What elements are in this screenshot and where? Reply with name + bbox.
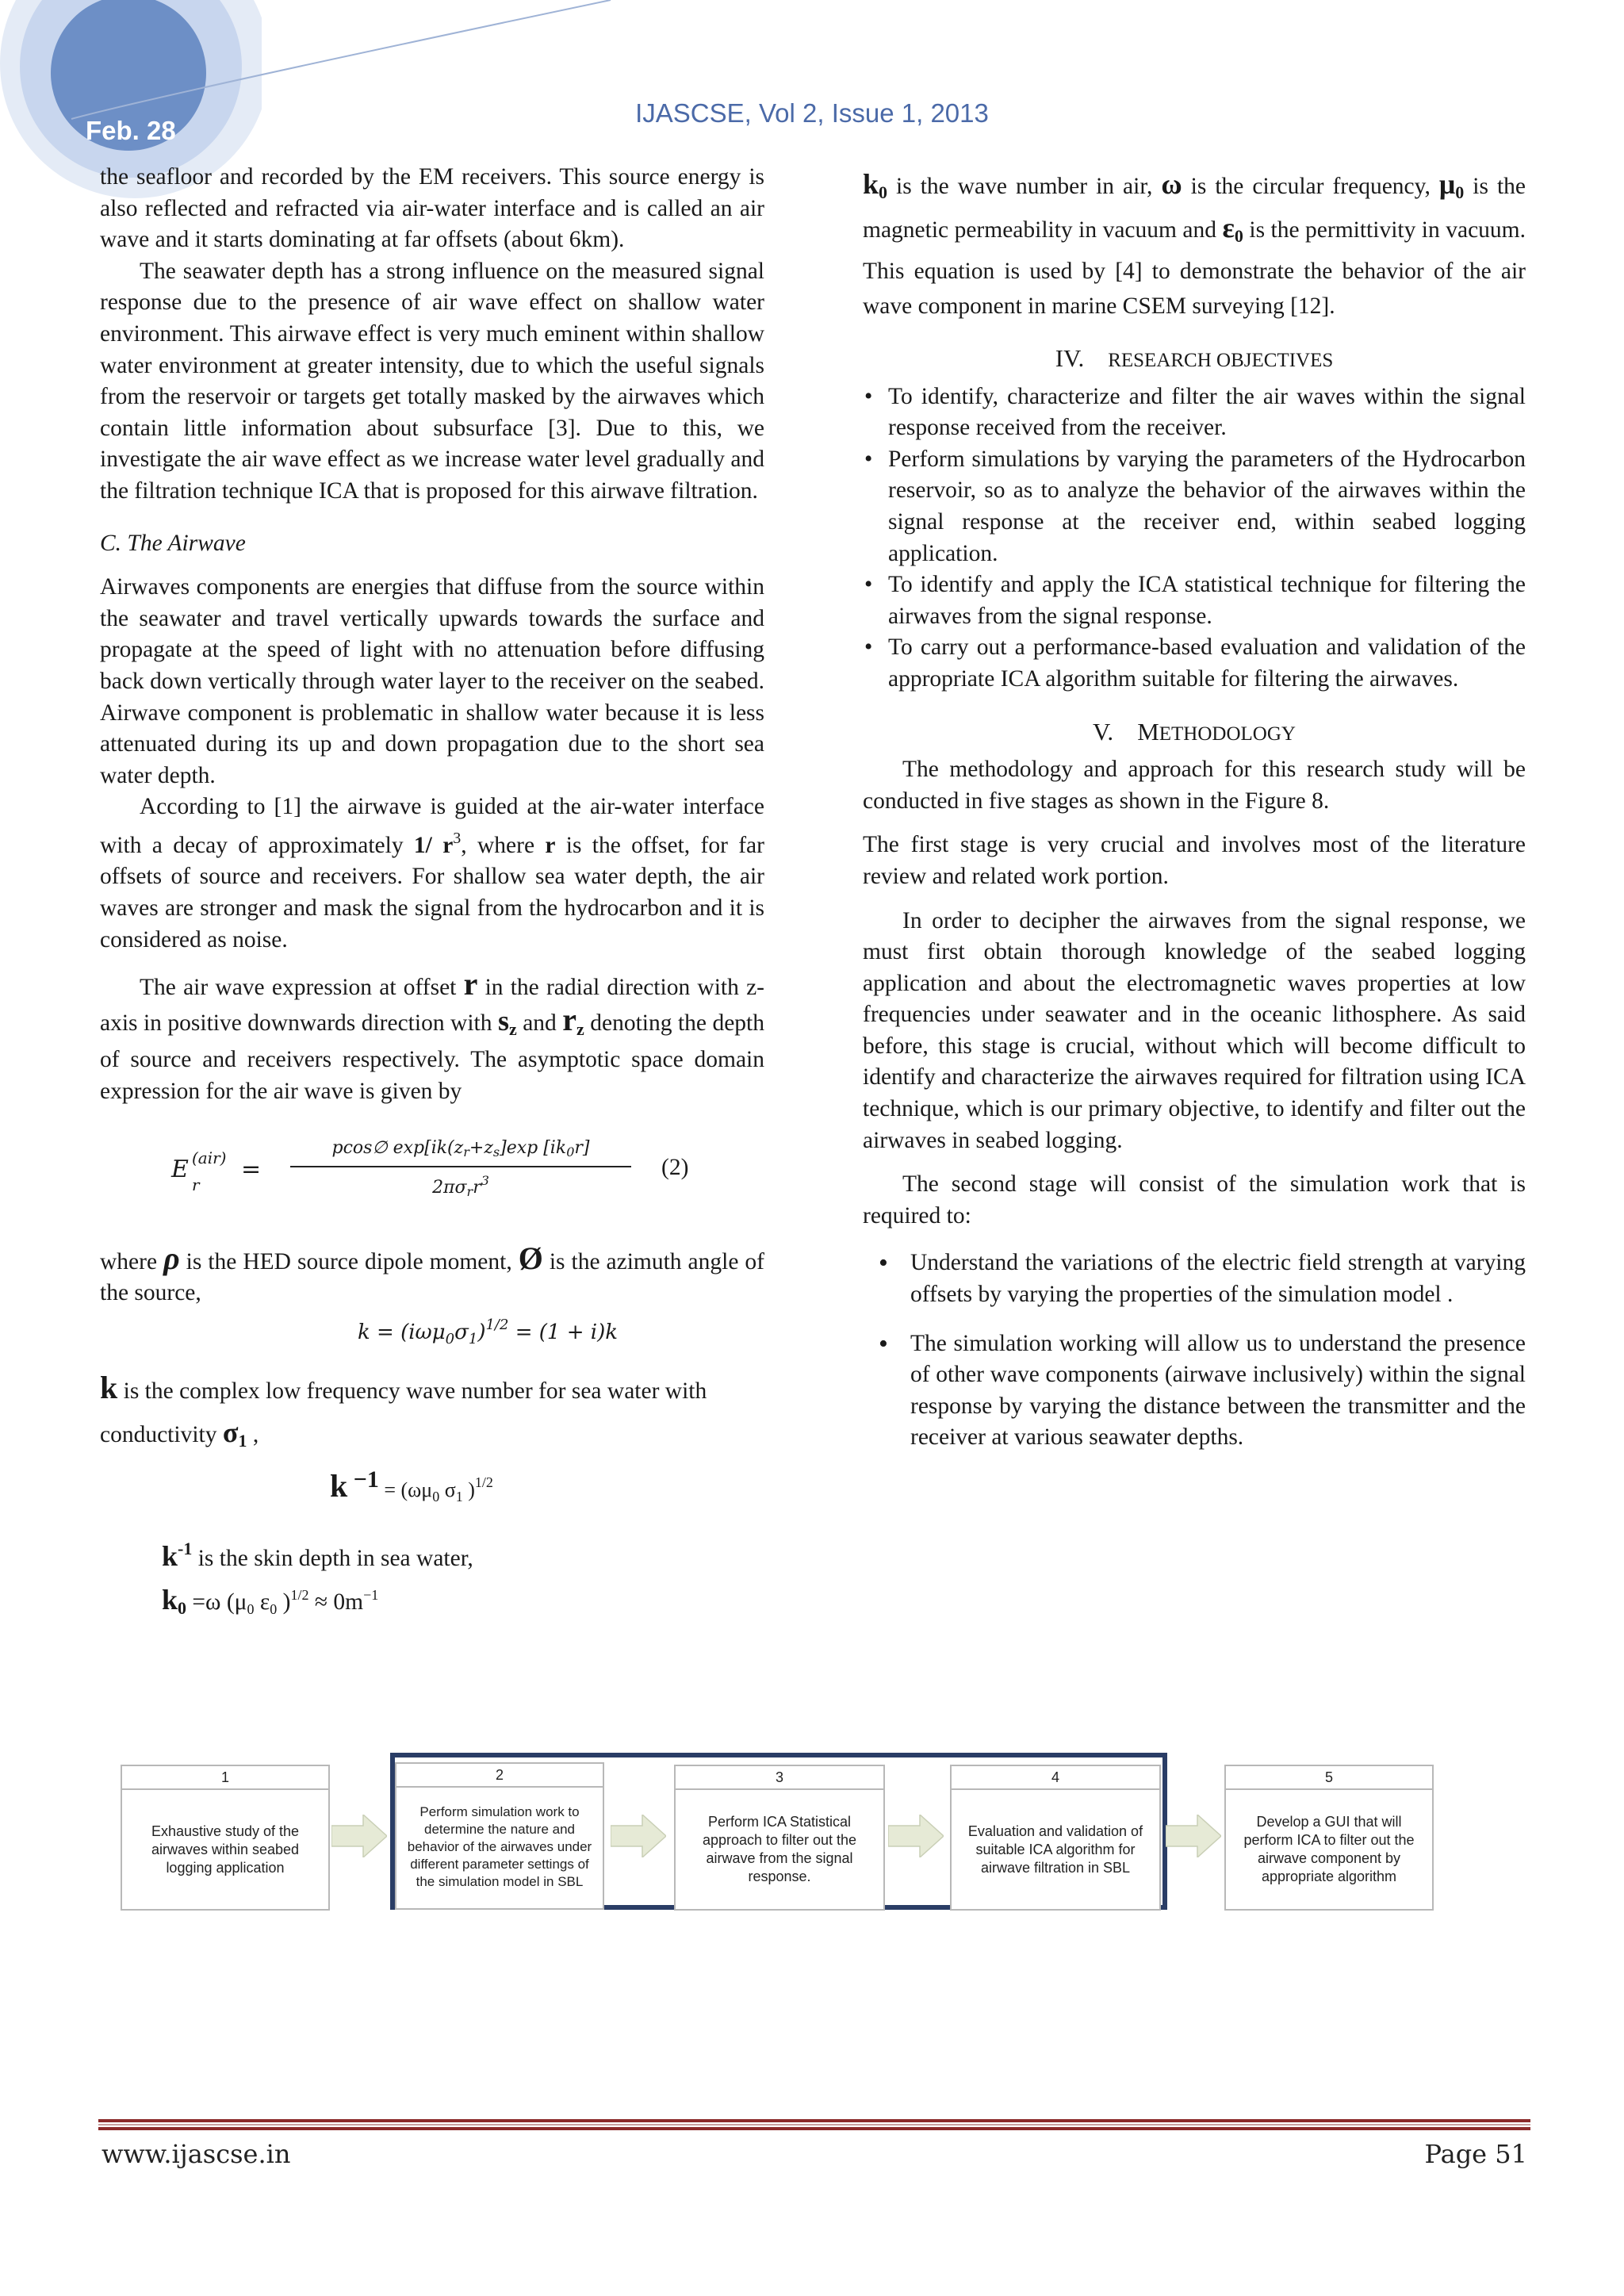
paragraph: Airwaves components are energies that diffuse from the source within the seawater and travel vertically upwards towards the surface and propagate at the speed of light with no attenuation before diffusing back down vertically through water layer to the receiver on the seabed. Airwave component is problematic in shallow water because it is less attenuated during its up and down propagation due to the short sea water depth.	[100, 574, 764, 788]
subsection-heading: C. The Airwave	[100, 530, 246, 556]
paragraph: The first stage is very crucial and involves most of the literature review and related work portion.	[863, 832, 1526, 889]
flow-stage-1	[121, 1765, 330, 1911]
stage-text: Exhaustive study of the airwaves within seabed logging application	[151, 1823, 300, 1876]
flow-arrow-icon	[611, 1815, 666, 1857]
eq2-lhs: E (air) r	[171, 1148, 227, 1194]
skin-depth-line: $k^{-1}$ is the skin depth in sea water,	[162, 1539, 473, 1573]
issue-date: Feb. 28	[86, 116, 176, 145]
eq2-denominator: 2πσrr$^3$	[432, 1172, 489, 1199]
flow-stage-2	[395, 1762, 604, 1910]
equation-k-inverse: $k -1 = (\omega\mu_0$ $\sigma_1$ )$^{1/2}$	[330, 1466, 493, 1505]
paragraph: $k_0$ is the wave number in air, ω is the circular frequency, $\mu_0$ is the magnetic permeability in vacuum and $\varepsilon_0$ is the permittivity in vacuum. This equation is used by [4] to demonstrate the behavior of the air wave component in marine CSEM surveying [12].	[863, 168, 1526, 319]
right-column	[863, 167, 1526, 1471]
flow-arrow-icon	[888, 1815, 944, 1857]
list-item: • Understand the variations of the electric field strength at varying offsets by varying the properties of the simulation model .	[863, 1248, 1526, 1310]
stage-number: 1	[122, 1766, 328, 1790]
objectives-list	[863, 381, 1526, 696]
eq2-numerator: pcos∅ exp[ik(zr+zs]exp [ik0r]	[331, 1137, 590, 1159]
eq2-label: (2)	[661, 1154, 689, 1180]
list-item: • Perform simulations by varying the parameters of the Hydrocarbon reservoir, so as to analyze the behavior of the airwaves within the signal response at the receiver end, within seabed logging application.	[863, 444, 1526, 569]
stage-number: 4	[952, 1766, 1159, 1790]
stage-text: Perform simulation work to determine the nature and behavior of the airwaves under different parameter settings of the simulation model in SBL	[407, 1804, 592, 1889]
stage-number: 5	[1226, 1766, 1432, 1790]
paragraph: The second stage will consist of the simulation work that is required to:	[863, 1171, 1526, 1228]
k0-line: $k_0 =\omega$ ($\mu_0$ $\varepsilon_0$ )$^{1/2} \approx 0m^{-1}$	[162, 1584, 379, 1619]
stage-number: 2	[396, 1764, 603, 1788]
flow-stage-3	[674, 1765, 885, 1911]
footer-rule	[98, 2119, 1530, 2130]
stage2-list	[863, 1248, 1526, 1454]
flow-stage-5	[1224, 1765, 1434, 1911]
equation-2: E (air) r = pcos∅ exp[ik(zr+zs]exp [ik0r] 2πσrr$^3$ (2)	[100, 1132, 764, 1211]
paragraph: k is the complex low frequency wave number for sea water with conductivity $\sigma_1$ ,	[100, 1370, 707, 1451]
paragraph: The seawater depth has a strong influence on the measured signal response due to the presence of air wave effect on shallow water environment. This airwave effect is very much eminent within shallow water environment at greater intensity, due to which the useful signals from the reservoir or targets get totally masked by the airwaves which contain little information about subsurface [3]. Due to this, we investigate the air wave effect as we increase water level gradually and the filtration technique ICA that is proposed for this airwave filtration.	[100, 258, 764, 504]
list-item: • To carry out a performance-based evaluation and validation of the appropriate ICA algorithm suitable for filtering the airwaves.	[863, 632, 1526, 695]
paragraph: the seafloor and recorded by the EM receivers. This source energy is also reflected and refracted via air-water interface and is called an air wave and it starts dominating at far offsets (about 6km).	[100, 164, 764, 253]
paragraph: In order to decipher the airwaves from the signal response, we must first obtain thorough knowledge of the seabed logging application and about the electromagnetic waves properties at low frequencies under seawater and in the oceanic lithosphere. As said before, this stage is crucial, without which will become difficult to identify and characterize the airwaves required for filtration using ICA technique, which is our primary objective, to identify and filter out the airwaves in seabed logging.	[863, 907, 1526, 1153]
list-item: • To identify, characterize and filter the air waves within the signal response received from the receiver.	[863, 381, 1526, 444]
flow-stage-4	[950, 1765, 1161, 1911]
stage-text: Evaluation and validation of suitable ICA algorithm for airwave filtration in SBL	[967, 1823, 1143, 1876]
footer-url: www.ijascse.in	[102, 2139, 291, 2169]
paragraph: According to [1] the airwave is guided at the air-water interface with a decay of approximately 1/ $r^3$, where r is the offset, for far offsets of source and receivers. For shallow sea water depth, the air waves are stronger and mask the signal from the hydrocarbon and it is considered as noise.	[100, 794, 764, 953]
page-number: Page 51	[1424, 2139, 1527, 2169]
paragraph: The methodology and approach for this research study will be conducted in five stages as shown in the Figure 8.	[863, 757, 1526, 814]
paragraph: where ρ is the HED source dipole moment, Ø is the azimuth angle of the source,	[100, 1240, 764, 1306]
section-heading-iv: IV. RESEARCH OBJECTIVES	[1055, 344, 1334, 372]
left-column	[100, 162, 764, 1627]
section-heading-v: V. METHODOLOGY	[1093, 717, 1296, 746]
equation-k: $k = (i\omega\mu_0\sigma_1)^{1/2} = (1 + i)k$	[358, 1316, 618, 1347]
eq2-fraction	[274, 1137, 647, 1204]
stage-text: Perform ICA Statistical approach to filter out the airwave from the signal response.	[702, 1814, 857, 1884]
stage-text: Develop a GUI that will perform ICA to filter out the airwave component by appropriate algorithm	[1243, 1814, 1415, 1884]
stage-number: 3	[676, 1766, 883, 1790]
list-item: • The simulation working will allow us to understand the presence of other wave components (airwave inclusively) within the signal response by varying the distance between the transmitter and the receiver at various seawater depths.	[863, 1328, 1526, 1454]
list-item: • To identify and apply the ICA statistical technique for filtering the airwaves from the signal response.	[863, 569, 1526, 632]
flow-arrow-icon	[331, 1815, 387, 1857]
journal-header: IJASCSE, Vol 2, Issue 1, 2013	[635, 98, 989, 128]
paragraph: The air wave expression at offset r in the radial direction with z-axis in positive downwards direction with $s_z$ and $r_z$ denoting the depth of source and receivers respectively. The asymptotic space domain expression for the air wave is given by	[100, 966, 764, 1105]
flow-arrow-icon	[1166, 1815, 1221, 1857]
